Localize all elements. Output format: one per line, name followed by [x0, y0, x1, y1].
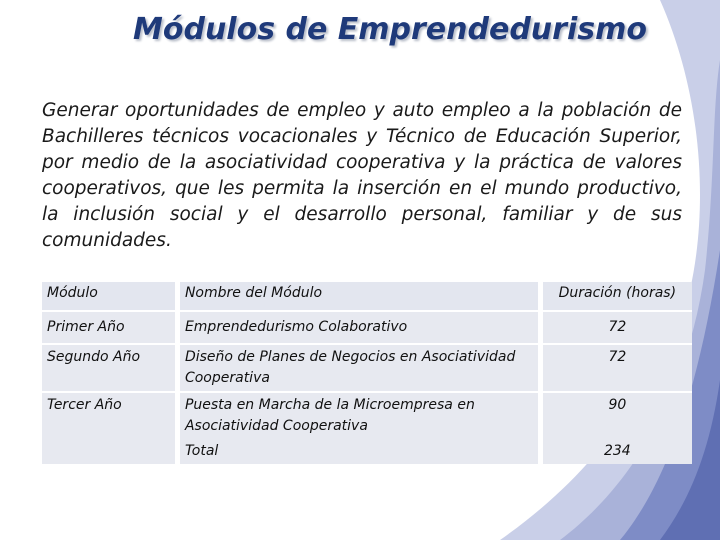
cell-module: Segundo Año [42, 344, 177, 392]
table-header-row [42, 282, 692, 311]
cell-total-label: Total [177, 439, 540, 464]
cell-module [42, 439, 177, 464]
cell-module-name: Puesta en Marcha de la Microempresa en Asociatividad Cooperativa [177, 392, 540, 439]
cell-hours: 72 [540, 311, 692, 344]
table-row-total [42, 439, 692, 464]
cell-module-name: Emprendedurismo Colaborativo [177, 311, 540, 344]
header-module-name: Nombre del Módulo [177, 282, 540, 311]
cell-hours: 72 [540, 344, 692, 392]
table-row [42, 392, 692, 439]
modules-table [42, 282, 692, 464]
cell-total-hours: 234 [540, 439, 692, 464]
cell-module: Primer Año [42, 311, 177, 344]
slide-title: Módulos de Emprendedurismo [133, 12, 647, 47]
cell-hours: 90 [540, 392, 692, 439]
header-duration: Duración (horas) [540, 282, 692, 311]
table-row [42, 344, 692, 392]
intro-paragraph: Generar oportunidades de empleo y auto empleo a la población de Bachilleres técnicos vocacionales y Técnico de Educación Superior, por medio de la asociatividad cooperativa y la práctica de valores cooperativos, que les permita la inserción en el mundo productivo, la inclusión social y el desarrollo personal, familiar y de sus comunidades. [42, 100, 682, 251]
table-row [42, 311, 692, 344]
cell-module-name: Diseño de Planes de Negocios en Asociatividad Cooperativa [177, 344, 540, 392]
cell-module: Tercer Año [42, 392, 177, 439]
header-module: Módulo [42, 282, 177, 311]
